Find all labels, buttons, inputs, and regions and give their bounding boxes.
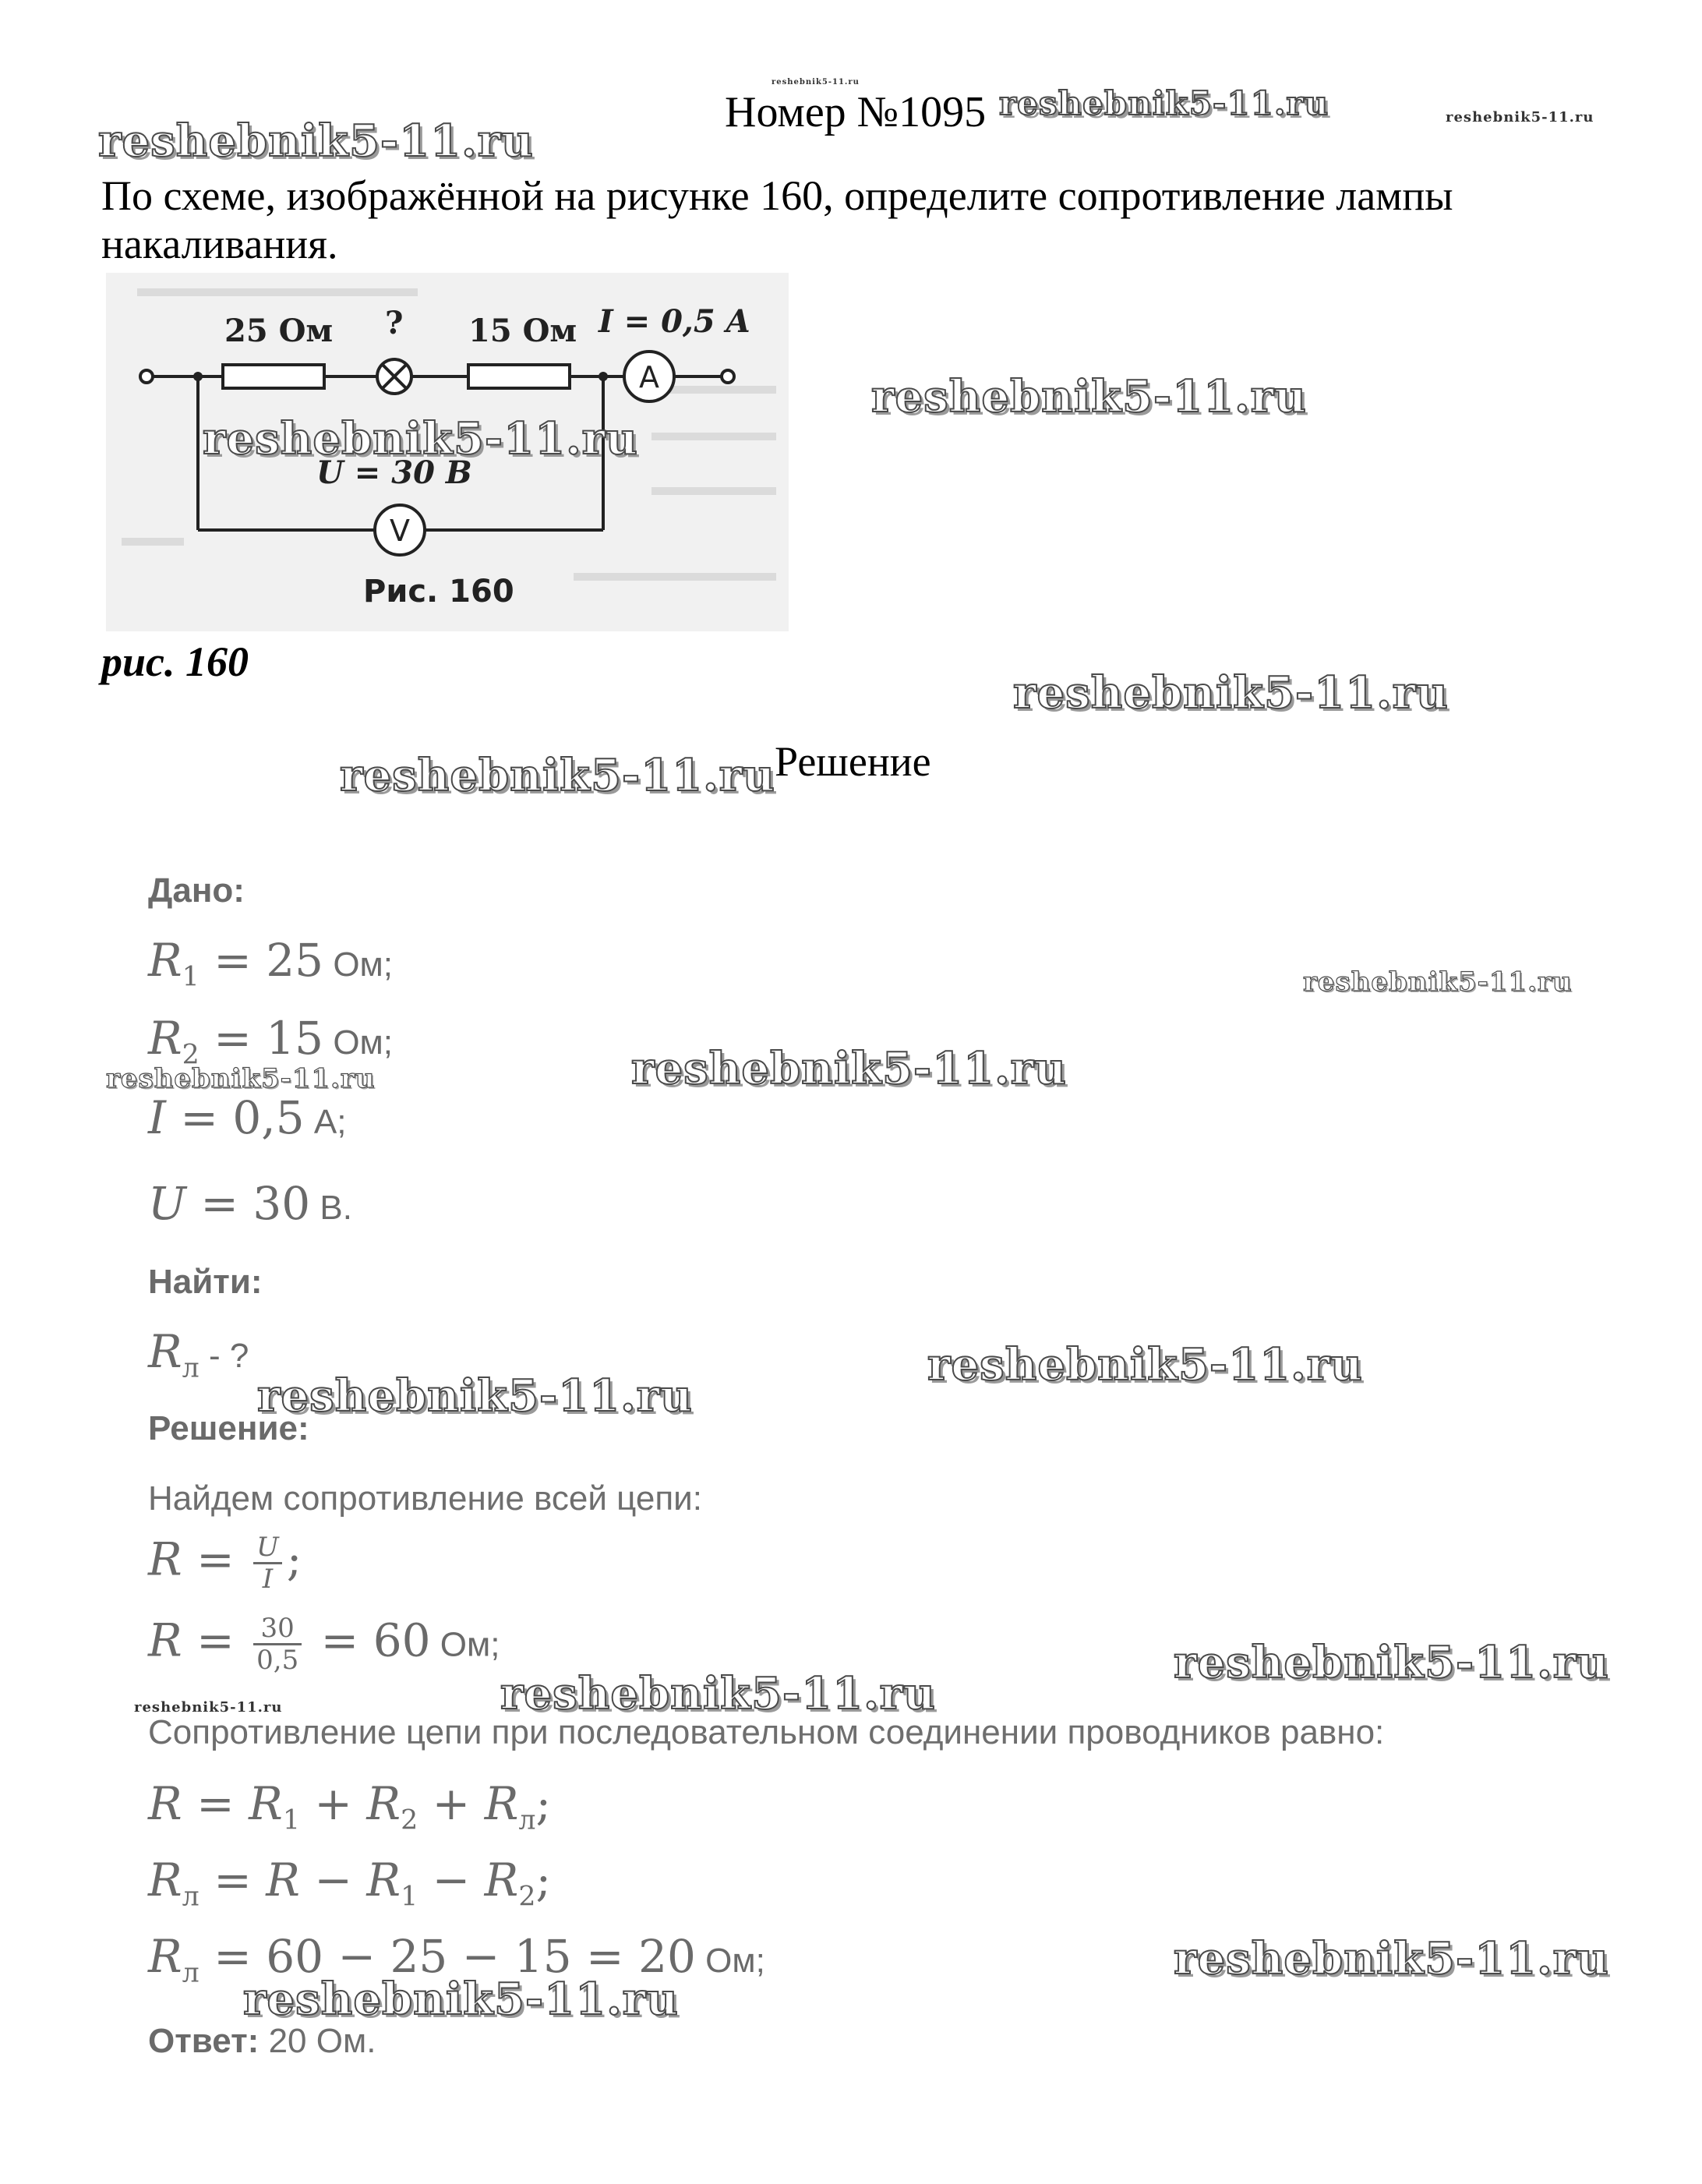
step2-text: Сопротивление цепи при последовательном соединении проводников равно: bbox=[148, 1713, 1385, 1751]
watermark: reshebnik5-11.ru bbox=[1174, 1637, 1609, 1688]
problem-statement: По схеме, изображённой на рисунке 160, определите сопротивление лампы накаливания. bbox=[101, 172, 1453, 267]
formula-rl: $R_л = R - R_1 - R_2$; bbox=[148, 1854, 552, 1913]
watermark: reshebnik5-11.ru bbox=[134, 1699, 283, 1716]
title-text: Номер №1095 bbox=[725, 88, 987, 136]
page-title bbox=[725, 87, 986, 137]
voltmeter-letter: V bbox=[390, 514, 410, 548]
given-label: Дано: bbox=[148, 871, 245, 910]
answer-value: 20 Ом. bbox=[259, 2022, 376, 2060]
watermark: reshebnik5-11.ru bbox=[1303, 967, 1573, 998]
formula-r-value: R = $\frac{30}{0,5}$ = 60 Ом; bbox=[148, 1613, 500, 1676]
label-voltage: U = 30 В bbox=[316, 454, 472, 491]
watermark: reshebnik5-11.ru bbox=[98, 115, 534, 167]
watermark: reshebnik5-11.ru bbox=[243, 1974, 679, 2025]
label-current: I = 0,5 A bbox=[599, 303, 750, 340]
watermark: reshebnik5-11.ru bbox=[106, 1063, 376, 1094]
given-u: U = 30 В. bbox=[148, 1177, 352, 1230]
find-item: $R_л$ - ? bbox=[148, 1325, 249, 1384]
answer-label: Ответ: bbox=[148, 2022, 260, 2060]
label-r2: 15 Ом bbox=[468, 313, 577, 349]
watermark: reshebnik5-11.ru bbox=[871, 371, 1307, 422]
answer-line bbox=[148, 2022, 376, 2061]
given-i: I = 0,5 А; bbox=[148, 1091, 347, 1144]
solution-label: Решение: bbox=[148, 1409, 309, 1447]
ammeter-letter: A bbox=[639, 360, 659, 394]
formula-r-ui: R = $\frac{U}{I}$ ; bbox=[148, 1532, 302, 1595]
watermark: reshebnik5-11.ru bbox=[631, 1043, 1067, 1094]
watermark: reshebnik5-11.ru bbox=[927, 1339, 1363, 1391]
label-r1: 25 Ом bbox=[224, 313, 334, 349]
watermark: reshebnik5-11.ru bbox=[999, 84, 1329, 122]
formula-series: $R = R_1 + R_2 + R_л$; bbox=[148, 1777, 552, 1836]
given-r2: $R_2 = 15$ Ом; bbox=[148, 1012, 394, 1071]
step1-text: Найдем сопротивление всей цепи: bbox=[148, 1479, 702, 1518]
given-r1: $R_1 = 25$ Ом; bbox=[148, 934, 394, 993]
watermark: reshebnik5-11.ru bbox=[1013, 667, 1449, 719]
formula-rl-value: $R_л = 60 - 25 - 15 = 20$ Ом; bbox=[148, 1930, 765, 1989]
watermark: reshebnik5-11.ru bbox=[1446, 109, 1594, 125]
label-lamp: ? bbox=[385, 305, 404, 341]
watermark: reshebnik5-11.ru bbox=[203, 413, 638, 465]
figure-caption: Рис. 160 bbox=[363, 574, 514, 610]
find-label: Найти: bbox=[148, 1263, 263, 1301]
figure-caption-below: рис. 160 bbox=[101, 638, 249, 685]
watermark: reshebnik5-11.ru bbox=[1174, 1933, 1609, 1984]
watermark: reshebnik5-11.ru bbox=[772, 78, 860, 87]
solution-heading: Решение bbox=[775, 738, 931, 785]
watermark: reshebnik5-11.ru bbox=[340, 750, 775, 801]
watermark: reshebnik5-11.ru bbox=[500, 1668, 936, 1719]
watermark: reshebnik5-11.ru bbox=[257, 1370, 693, 1422]
